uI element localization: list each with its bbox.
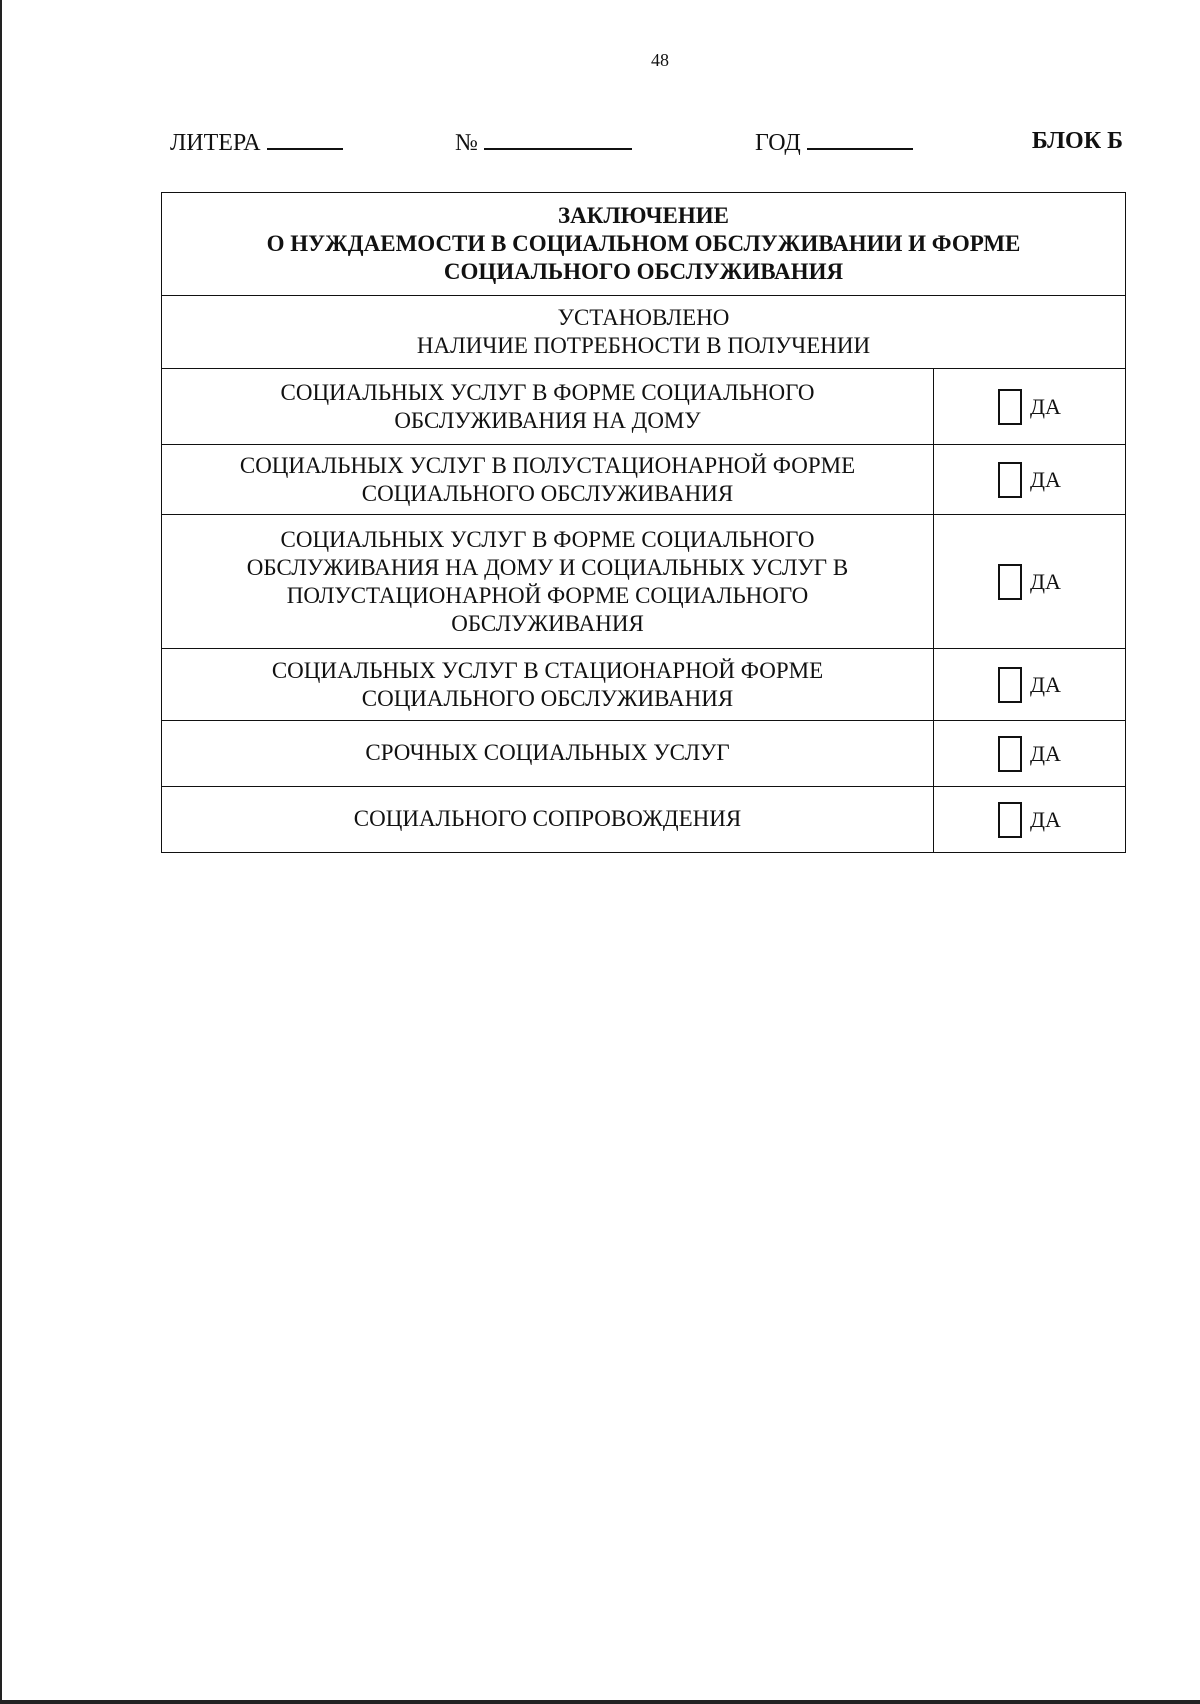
service-row [162, 445, 1126, 515]
yes-option-label: ДА [1030, 568, 1061, 594]
answer-cell [934, 369, 1126, 445]
scan-edge-left [0, 0, 2, 1704]
checkbox-icon[interactable] [998, 667, 1022, 703]
service-label [162, 515, 934, 649]
year-field [755, 128, 913, 157]
checkbox-icon[interactable] [998, 462, 1022, 498]
form-title-line-2: О НУЖДАЕМОСТИ В СОЦИАЛЬНОМ ОБСЛУЖИВАНИИ И ФОРМЕ [266, 231, 1021, 256]
yes-option-label: ДА [1030, 671, 1061, 697]
yes-option-label: ДА [1030, 806, 1061, 832]
service-label-line: ОБСЛУЖИВАНИЯ НА ДОМУ [394, 407, 701, 433]
answer-cell [934, 649, 1126, 721]
service-label-line: СОЦИАЛЬНЫХ УСЛУГ В СТАЦИОНАРНОЙ ФОРМЕ [271, 657, 824, 683]
service-row [162, 649, 1126, 721]
litera-label: ЛИТЕРА [170, 130, 261, 156]
established-row [162, 296, 1126, 369]
service-label [162, 721, 934, 787]
answer-cell [934, 721, 1126, 787]
block-label: БЛОК Б [1031, 128, 1123, 154]
yes-option-label: ДА [1030, 740, 1061, 766]
year-label: ГОД [755, 130, 801, 156]
service-label-line: ПОЛУСТАЦИОНАРНОЙ ФОРМЕ СОЦИАЛЬНОГО [286, 582, 809, 608]
number-label: № [455, 130, 478, 156]
checkbox-icon[interactable] [998, 736, 1022, 772]
page-number: 48 [651, 50, 669, 70]
scan-edge-bottom [0, 1700, 1200, 1704]
service-row [162, 369, 1126, 445]
service-row [162, 721, 1126, 787]
service-label-line: СОЦИАЛЬНОГО ОБСЛУЖИВАНИЯ [361, 480, 734, 506]
litera-field [170, 128, 343, 157]
service-label-line: СРОЧНЫХ СОЦИАЛЬНЫХ УСЛУГ [365, 740, 730, 765]
service-row [162, 515, 1126, 649]
litera-input-line[interactable] [267, 128, 343, 150]
service-label-line: СОЦИАЛЬНЫХ УСЛУГ В ПОЛУСТАЦИОНАРНОЙ ФОРМЕ [239, 452, 856, 478]
checkbox-icon[interactable] [998, 802, 1022, 838]
established-heading [162, 296, 1126, 369]
year-input-line[interactable] [807, 128, 913, 150]
service-row [162, 787, 1126, 853]
yes-option-label: ДА [1030, 466, 1061, 492]
answer-cell [934, 515, 1126, 649]
service-label-line: СОЦИАЛЬНЫХ УСЛУГ В ФОРМЕ СОЦИАЛЬНОГО [280, 526, 815, 552]
checkbox-icon[interactable] [998, 564, 1022, 600]
form-title-line-1: ЗАКЛЮЧЕНИЕ [558, 203, 729, 228]
established-line-1: УСТАНОВЛЕНО [557, 305, 730, 330]
number-field [455, 128, 632, 157]
answer-cell [934, 445, 1126, 515]
service-label [162, 369, 934, 445]
service-label-line: СОЦИАЛЬНОГО СОПРОВОЖДЕНИЯ [353, 806, 742, 831]
checkbox-icon[interactable] [998, 389, 1022, 425]
answer-cell [934, 787, 1126, 853]
service-label [162, 445, 934, 515]
form-title-line-3: СОЦИАЛЬНОГО ОБСЛУЖИВАНИЯ [443, 259, 844, 284]
service-label [162, 649, 934, 721]
service-label-line: СОЦИАЛЬНЫХ УСЛУГ В ФОРМЕ СОЦИАЛЬНОГО [280, 379, 815, 405]
established-line-2: НАЛИЧИЕ ПОТРЕБНОСТИ В ПОЛУЧЕНИИ [416, 333, 871, 358]
form-title [162, 193, 1126, 296]
service-label-line: СОЦИАЛЬНОГО ОБСЛУЖИВАНИЯ [361, 685, 734, 711]
yes-option-label: ДА [1030, 393, 1061, 419]
service-label-line: ОБСЛУЖИВАНИЯ НА ДОМУ И СОЦИАЛЬНЫХ УСЛУГ В [246, 554, 849, 580]
conclusion-form-table [161, 192, 1126, 853]
service-label [162, 787, 934, 853]
form-header [0, 128, 1200, 158]
title-row [162, 193, 1126, 296]
service-label-line: ОБСЛУЖИВАНИЯ [451, 610, 644, 636]
number-input-line[interactable] [484, 128, 632, 150]
